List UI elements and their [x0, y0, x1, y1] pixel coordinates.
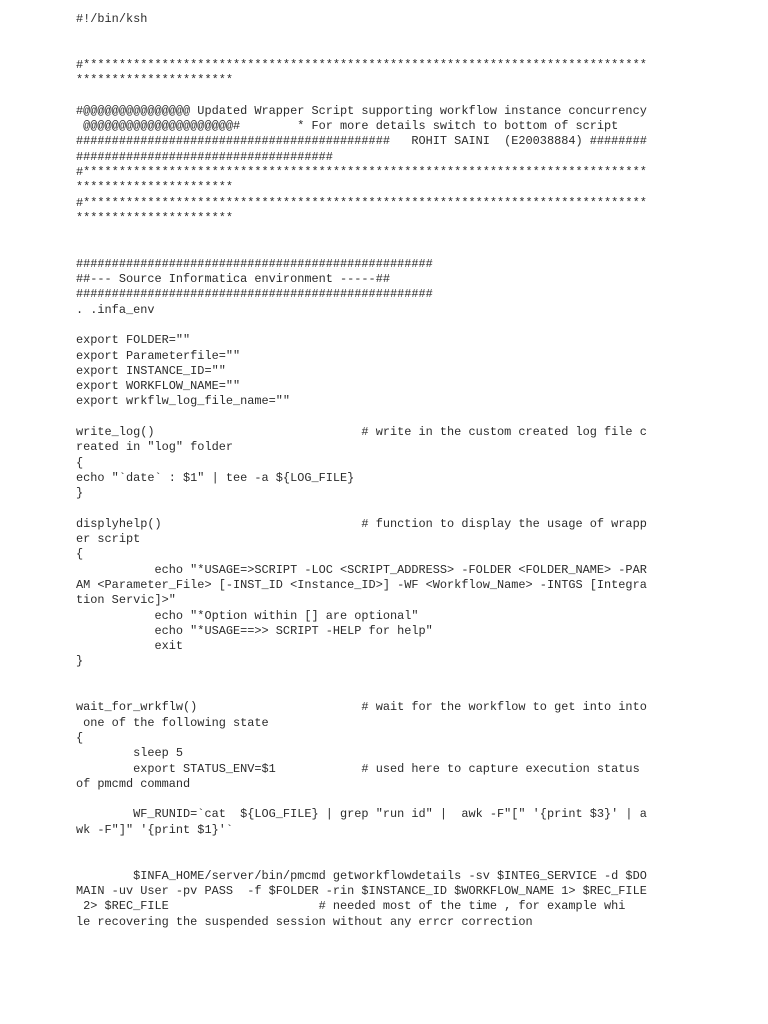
code-line: echo "*Option within [] are optional" — [76, 608, 419, 623]
code-line: export WORKFLOW_NAME="" — [76, 379, 241, 394]
code-line: sleep 5 — [76, 746, 184, 761]
code-line: tion Servic]>" — [76, 593, 176, 608]
code-line: write_log() # write in the custom created log file c — [76, 425, 647, 440]
code-line: ##--- Source Informatica environment -----## — [76, 272, 390, 287]
code-line: wait_for_wrkflw() # wait for the workflow to get into into — [76, 700, 647, 715]
code-line: le recovering the suspended session without any errcr correction — [76, 914, 533, 929]
code-line — [76, 685, 676, 700]
code-line — [76, 670, 676, 685]
code-line — [76, 318, 676, 333]
script-document — [76, 12, 676, 930]
code-line: echo "`date` : $1" | tee -a ${LOG_FILE} — [76, 470, 355, 485]
code-line: ############################################ ROHIT SAINI (E20038884) ######## — [76, 134, 647, 149]
code-line: MAIN -uv User -pv PASS -f $FOLDER -rin $INSTANCE_ID $WORKFLOW_NAME 1> $REC_FILE — [76, 883, 647, 898]
code-line: . .infa_env — [76, 302, 155, 317]
code-line: 2> $REC_FILE # needed most of the time , for example whi — [76, 899, 626, 914]
code-line: export Parameterfile="" — [76, 348, 241, 363]
code-line: displyhelp() # function to display the usage of wrapp — [76, 516, 647, 531]
code-line: #******************************************************************************* — [76, 164, 647, 179]
code-line: #******************************************************************************* — [76, 57, 647, 72]
code-line — [76, 792, 676, 807]
code-line: export FOLDER="" — [76, 333, 191, 348]
code-line: ################################################## — [76, 256, 433, 271]
code-line — [76, 502, 676, 517]
code-line: ################################################## — [76, 287, 433, 302]
code-line — [76, 226, 676, 241]
code-line: { — [76, 455, 84, 470]
code-line — [76, 838, 676, 853]
code-line: echo "*USAGE==>> SCRIPT -HELP for help" — [76, 623, 433, 638]
code-line: } — [76, 654, 84, 669]
code-line: one of the following state — [76, 715, 269, 730]
code-line: @@@@@@@@@@@@@@@@@@@@@# * For more details switch to bottom of script — [76, 119, 619, 134]
code-line — [76, 43, 676, 58]
code-line: ********************** — [76, 180, 233, 195]
code-line: #******************************************************************************* — [76, 195, 647, 210]
code-line — [76, 27, 676, 42]
code-line: { — [76, 730, 84, 745]
code-line: WF_RUNID=`cat ${LOG_FILE} | grep "run id" | awk -F"[" '{print $3}' | a — [76, 807, 647, 822]
code-line: $INFA_HOME/server/bin/pmcmd getworkflowdetails -sv $INTEG_SERVICE -d $DO — [76, 868, 647, 883]
code-line: export STATUS_ENV=$1 # used here to capture execution status — [76, 761, 640, 776]
code-line: export INSTANCE_ID="" — [76, 363, 226, 378]
code-line: } — [76, 486, 84, 501]
code-line — [76, 410, 676, 425]
code-line — [76, 241, 676, 256]
code-line: wk -F"]" '{print $1}'` — [76, 822, 233, 837]
code-line: of pmcmd command — [76, 776, 191, 791]
code-line: echo "*USAGE=>SCRIPT -LOC <SCRIPT_ADDRESS> -FOLDER <FOLDER_NAME> -PAR — [76, 562, 647, 577]
code-line: #!/bin/ksh — [76, 12, 148, 26]
code-line: exit — [76, 639, 184, 654]
code-line: er script — [76, 532, 141, 547]
code-line: AM <Parameter_File> [-INST_ID <Instance_ID>] -WF <Workflow_Name> -INTGS [Integra — [76, 577, 647, 592]
code-line — [76, 88, 676, 103]
code-line: ********************** — [76, 210, 233, 225]
code-line: export wrkflw_log_file_name="" — [76, 394, 291, 409]
code-line — [76, 853, 676, 868]
code-line: reated in "log" folder — [76, 440, 233, 455]
code-line: ********************** — [76, 73, 233, 88]
code-line: #@@@@@@@@@@@@@@@ Updated Wrapper Script supporting workflow instance concurrency — [76, 103, 647, 118]
code-line: #################################### — [76, 149, 333, 164]
code-line: { — [76, 547, 84, 562]
